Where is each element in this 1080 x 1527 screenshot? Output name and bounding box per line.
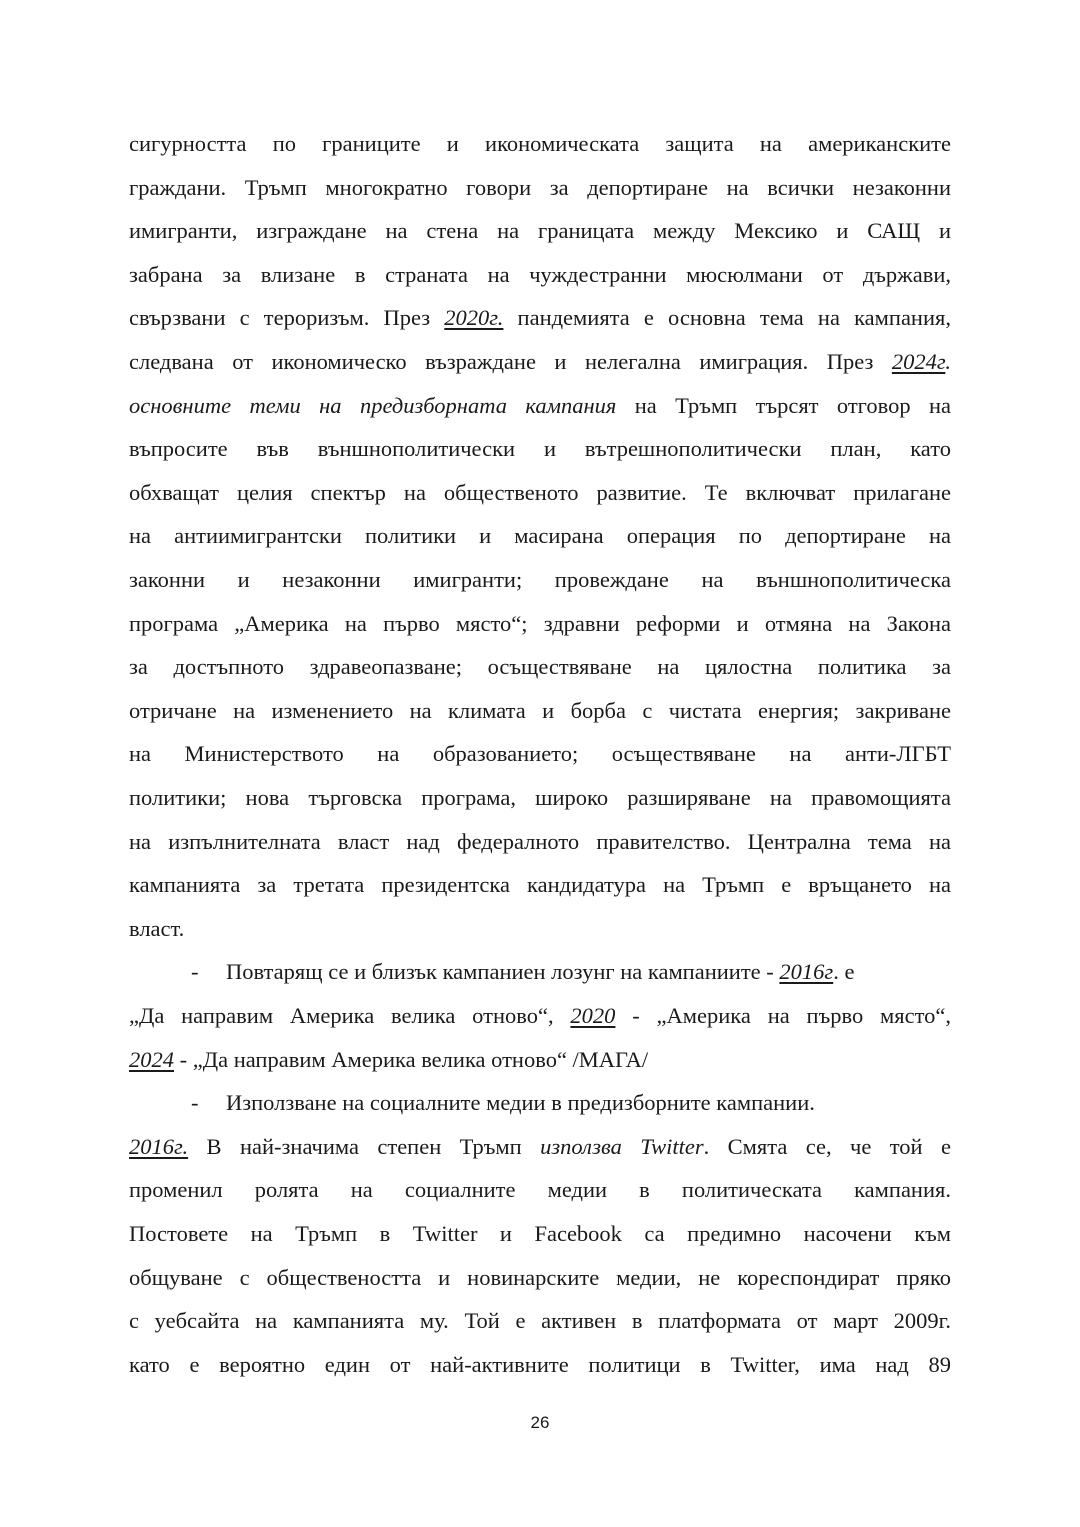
paragraph-line: на Министерството на образованието; осъществяване на анти-ЛГБТ <box>129 741 951 766</box>
paragraph-line: имигранти, изграждане на стена на границата между Мексико и САЩ и <box>129 218 951 243</box>
paragraph-line: 2016г. В най-значима степен Тръмп използва Twitter. Смята се, че той е <box>129 1134 952 1159</box>
page-number: 26 <box>530 1413 550 1432</box>
paragraph-line: за достъпното здравеопазване; осъществяване на цялостна политика за <box>129 654 951 679</box>
paragraph-line: основните теми на предизборната кампания на Тръмп търсят отговор на <box>129 393 951 418</box>
bullet-line: Повтарящ се и близък кампаниен лозунг на кампаниите - 2016г. е <box>226 959 855 984</box>
paragraph-line: граждани. Тръмп многократно говори за депортиране на всички незаконни <box>129 175 951 200</box>
year-reference: 2024г <box>891 349 946 374</box>
paragraph-line: кампанията за третата президентска кандидатура на Тръмп е връщането на <box>129 872 951 897</box>
paragraph-line: на изпълнителната власт над федералното правителство. Централна тема на <box>129 829 951 854</box>
year-reference: 2024 <box>129 1047 174 1072</box>
paragraph-line: като е вероятно един от най-активните политици в Twitter, има над 89 <box>129 1352 951 1377</box>
paragraph-line: променил ролята на социалните медии в политическата кампания. <box>129 1177 951 1202</box>
year-reference: 2020 <box>570 1003 616 1028</box>
year-reference: 2016г <box>779 959 834 984</box>
bullet-dash: - <box>191 1090 199 1115</box>
bullet-line: 2024 - „Да направим Америка велика отново“ /МАГА/ <box>129 1047 649 1072</box>
year-reference: 2016г. <box>129 1134 189 1159</box>
emphasis-text: основните теми на предизборната кампания <box>129 393 617 418</box>
bullet-line: Използване на социалните медии в предизборните кампании. <box>226 1090 815 1115</box>
paragraph-line: сигурността по границите и икономическата защита на американските <box>129 131 951 156</box>
paragraph-line: програма „Америка на първо място“; здравни реформи и отмяна на Закона <box>129 611 951 636</box>
paragraph-line: законни и незаконни имигранти; провеждане на външнополитическа <box>129 567 951 592</box>
paragraph-line: свързвани с тероризъм. През 2020г. пандемията е основна тема на кампания, <box>129 305 951 330</box>
year-reference: 2020г. <box>444 305 504 330</box>
paragraph-line: с уебсайта на кампанията му. Той е активен в платформата от март 2009г. <box>129 1308 951 1333</box>
paragraph-line: следвана от икономическо възраждане и нелегална имиграция. През 2024г. <box>129 349 951 374</box>
paragraph-line: Постовете на Тръмп в Twitter и Facebook са предимно насочени към <box>129 1221 951 1246</box>
paragraph-line: на антиимигрантски политики и масирана операция по депортиране на <box>129 523 951 548</box>
paragraph-line: въпросите във външнополитически и вътрешнополитически план, като <box>129 436 951 461</box>
paragraph-line: обхващат целия спектър на общественото развитие. Те включват прилагане <box>129 480 951 505</box>
paragraph-line: власт. <box>129 916 185 941</box>
paragraph-line: забрана за влизане в страната на чуждестранни мюсюлмани от държави, <box>129 262 951 287</box>
bullet-dash: - <box>191 959 199 984</box>
paragraph-line: общуване с обществеността и новинарските медии, не кореспондират пряко <box>129 1265 951 1290</box>
bullet-line: „Да направим Америка велика отново“, 2020 - „Америка на първо място“, <box>129 1003 951 1028</box>
paragraph-line: отричане на изменението на климата и борба с чистата енергия; закриване <box>129 698 951 723</box>
paragraph-line: политики; нова търговска програма, широко разширяване на правомощията <box>129 785 951 810</box>
emphasis-text: използва Twitter <box>540 1134 704 1159</box>
